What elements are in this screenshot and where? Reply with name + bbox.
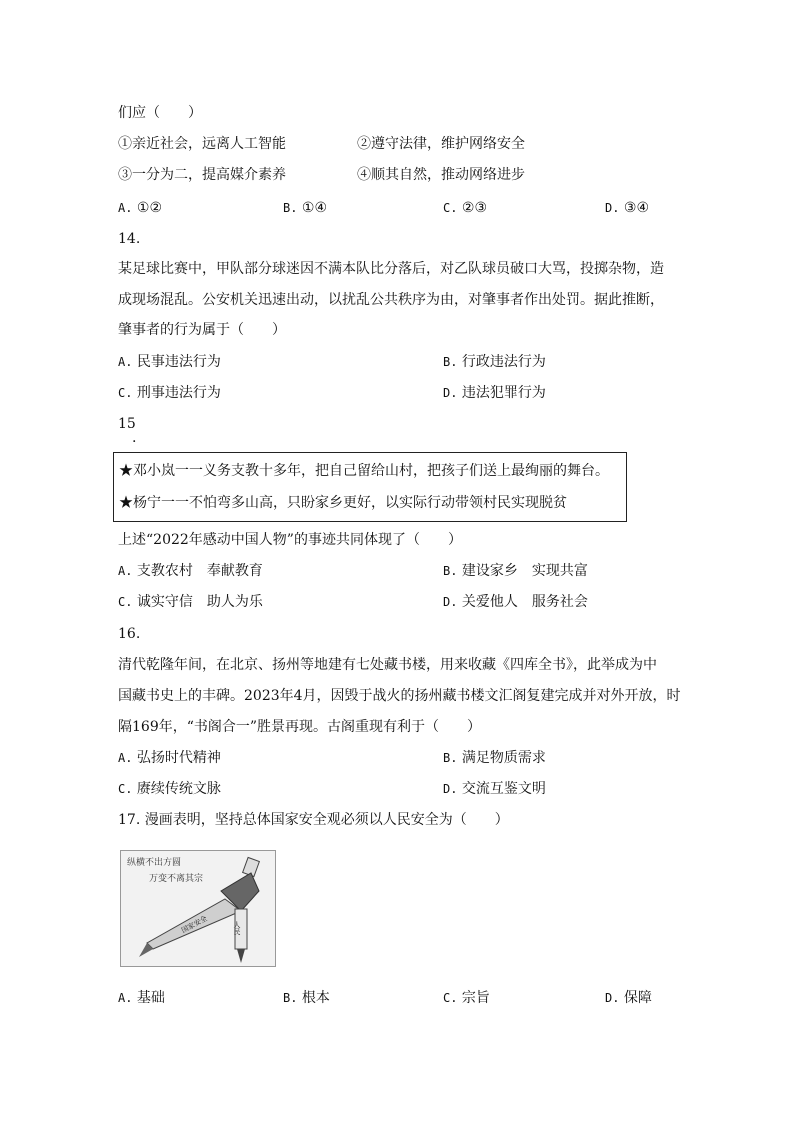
option-letter: A. bbox=[118, 564, 133, 578]
option-text: ①② bbox=[136, 200, 163, 216]
option-text: 行政违法行为 bbox=[461, 354, 546, 370]
q13-option-a[interactable] bbox=[118, 198, 162, 218]
q14-stem-line-3: 肇事者的行为属于（ ） bbox=[118, 322, 286, 338]
option-text: 弘扬时代精神 bbox=[136, 750, 221, 766]
option-text: ③④ bbox=[623, 200, 650, 216]
q16-number: 16. bbox=[118, 626, 141, 642]
q14-option-d[interactable] bbox=[443, 383, 546, 403]
q13-option-b[interactable] bbox=[283, 198, 327, 218]
q16-stem-line-1: 清代乾隆年间，在北京、扬州等地建有七处藏书楼，用来收藏《四库全书》，此举成为中 bbox=[118, 657, 657, 673]
q14-stem-line-1: 某足球比赛中，甲队部分球迷因不满本队比分落后，对乙队球员破口大骂，投掷杂物，造 bbox=[118, 261, 664, 277]
option-letter: B. bbox=[443, 751, 458, 765]
q17-cartoon-compass bbox=[120, 850, 276, 967]
cartoon-caption-2: 万变不离其宗 bbox=[149, 874, 204, 884]
option-letter: C. bbox=[118, 386, 133, 400]
q15-material-line-2: ★杨宁一一不怕弯多山高，只盼家乡更好，以实际行动带领村民实现脱贫 bbox=[119, 495, 567, 511]
option-text: ②③ bbox=[461, 200, 488, 216]
q15-option-c[interactable] bbox=[118, 592, 263, 612]
q17-option-d[interactable] bbox=[605, 988, 652, 1008]
compass-illustration bbox=[121, 851, 275, 966]
q15-option-b[interactable] bbox=[443, 561, 588, 581]
option-letter: D. bbox=[443, 595, 458, 609]
option-letter: C. bbox=[443, 991, 458, 1005]
option-letter: A. bbox=[118, 751, 133, 765]
cartoon-needle-label: 人民 bbox=[233, 921, 241, 935]
q15-number-dot: . bbox=[132, 430, 137, 446]
option-letter: D. bbox=[443, 782, 458, 796]
q13-statement-2: ②遵守法律，维护网络安全 bbox=[357, 136, 525, 152]
option-letter: D. bbox=[605, 201, 620, 215]
option-text: 支教农村 奉献教育 bbox=[136, 563, 263, 579]
option-text: 根本 bbox=[301, 990, 330, 1006]
option-letter: B. bbox=[283, 991, 298, 1005]
q15-material-line-1: ★邓小岚一一义务支教十多年，把自己留给山村，把孩子们送上最绚丽的舞台。 bbox=[119, 463, 609, 479]
option-letter: C. bbox=[443, 201, 458, 215]
option-text: 赓续传统文脉 bbox=[136, 781, 221, 797]
option-text: 诚实守信 助人为乐 bbox=[136, 594, 263, 610]
option-letter: A. bbox=[118, 355, 133, 369]
q16-stem-line-2: 国藏书史上的丰碑。2023年4月，因毁于战火的扬州藏书楼文汇阁复建完成并对外开放，时 bbox=[118, 688, 681, 704]
option-letter: D. bbox=[605, 991, 620, 1005]
q14-option-c[interactable] bbox=[118, 383, 221, 403]
q15-option-a[interactable] bbox=[118, 561, 263, 581]
q14-stem-line-2: 成现场混乱。公安机关迅速出动，以扰乱公共秩序为由，对肇事者作出处罚。据此推断， bbox=[118, 292, 664, 308]
option-text: 交流互鉴文明 bbox=[461, 781, 546, 797]
option-text: 违法犯罪行为 bbox=[461, 385, 546, 401]
q15-material-box bbox=[113, 452, 627, 522]
q15-stem: 上述“2022年感动中国人物”的事迹共同体现了（ ） bbox=[118, 532, 462, 548]
option-letter: A. bbox=[118, 991, 133, 1005]
q13-statement-1: ①亲近社会，远离人工智能 bbox=[118, 136, 286, 152]
q17-option-c[interactable] bbox=[443, 988, 490, 1008]
option-text: ①④ bbox=[301, 200, 328, 216]
q16-option-d[interactable] bbox=[443, 779, 546, 799]
option-letter: C. bbox=[118, 595, 133, 609]
q13-option-c[interactable] bbox=[443, 198, 487, 218]
cartoon-caption-1: 纵横不出方圆 bbox=[127, 858, 182, 868]
option-letter: C. bbox=[118, 782, 133, 796]
q13-statement-3: ③一分为二，提高媒介素养 bbox=[118, 167, 286, 183]
q16-stem-line-3: 隔169年，“书阁合一”胜景再现。古阁重现有利于（ ） bbox=[118, 719, 482, 735]
q13-statement-4: ④顺其自然，推动网络进步 bbox=[357, 167, 525, 183]
option-text: 宗旨 bbox=[461, 990, 490, 1006]
q14-number: 14. bbox=[118, 231, 141, 247]
q13-option-d[interactable] bbox=[605, 198, 649, 218]
option-text: 刑事违法行为 bbox=[136, 385, 221, 401]
option-text: 满足物质需求 bbox=[461, 750, 546, 766]
option-text: 基础 bbox=[136, 990, 165, 1006]
q15-number: 15 bbox=[118, 416, 136, 432]
q15-option-d[interactable] bbox=[443, 592, 588, 612]
option-letter: B. bbox=[443, 355, 458, 369]
option-letter: D. bbox=[443, 386, 458, 400]
cartoon-leg-label: 国家安全 bbox=[180, 914, 209, 935]
q16-option-a[interactable] bbox=[118, 748, 221, 768]
option-letter: B. bbox=[443, 564, 458, 578]
option-text: 保障 bbox=[623, 990, 652, 1006]
option-letter: A. bbox=[118, 201, 133, 215]
q17-option-a[interactable] bbox=[118, 988, 165, 1008]
option-text: 关爱他人 服务社会 bbox=[461, 594, 588, 610]
option-text: 建设家乡 实现共富 bbox=[461, 563, 588, 579]
q17-stem: 17. 漫画表明，坚持总体国家安全观必须以人民安全为（ ） bbox=[118, 812, 509, 828]
q16-option-b[interactable] bbox=[443, 748, 546, 768]
q16-option-c[interactable] bbox=[118, 779, 221, 799]
q14-option-a[interactable] bbox=[118, 352, 221, 372]
q17-option-b[interactable] bbox=[283, 988, 330, 1008]
q14-option-b[interactable] bbox=[443, 352, 546, 372]
q13-stem-tail: 们应（ ） bbox=[118, 105, 202, 121]
option-letter: B. bbox=[283, 201, 298, 215]
option-text: 民事违法行为 bbox=[136, 354, 221, 370]
